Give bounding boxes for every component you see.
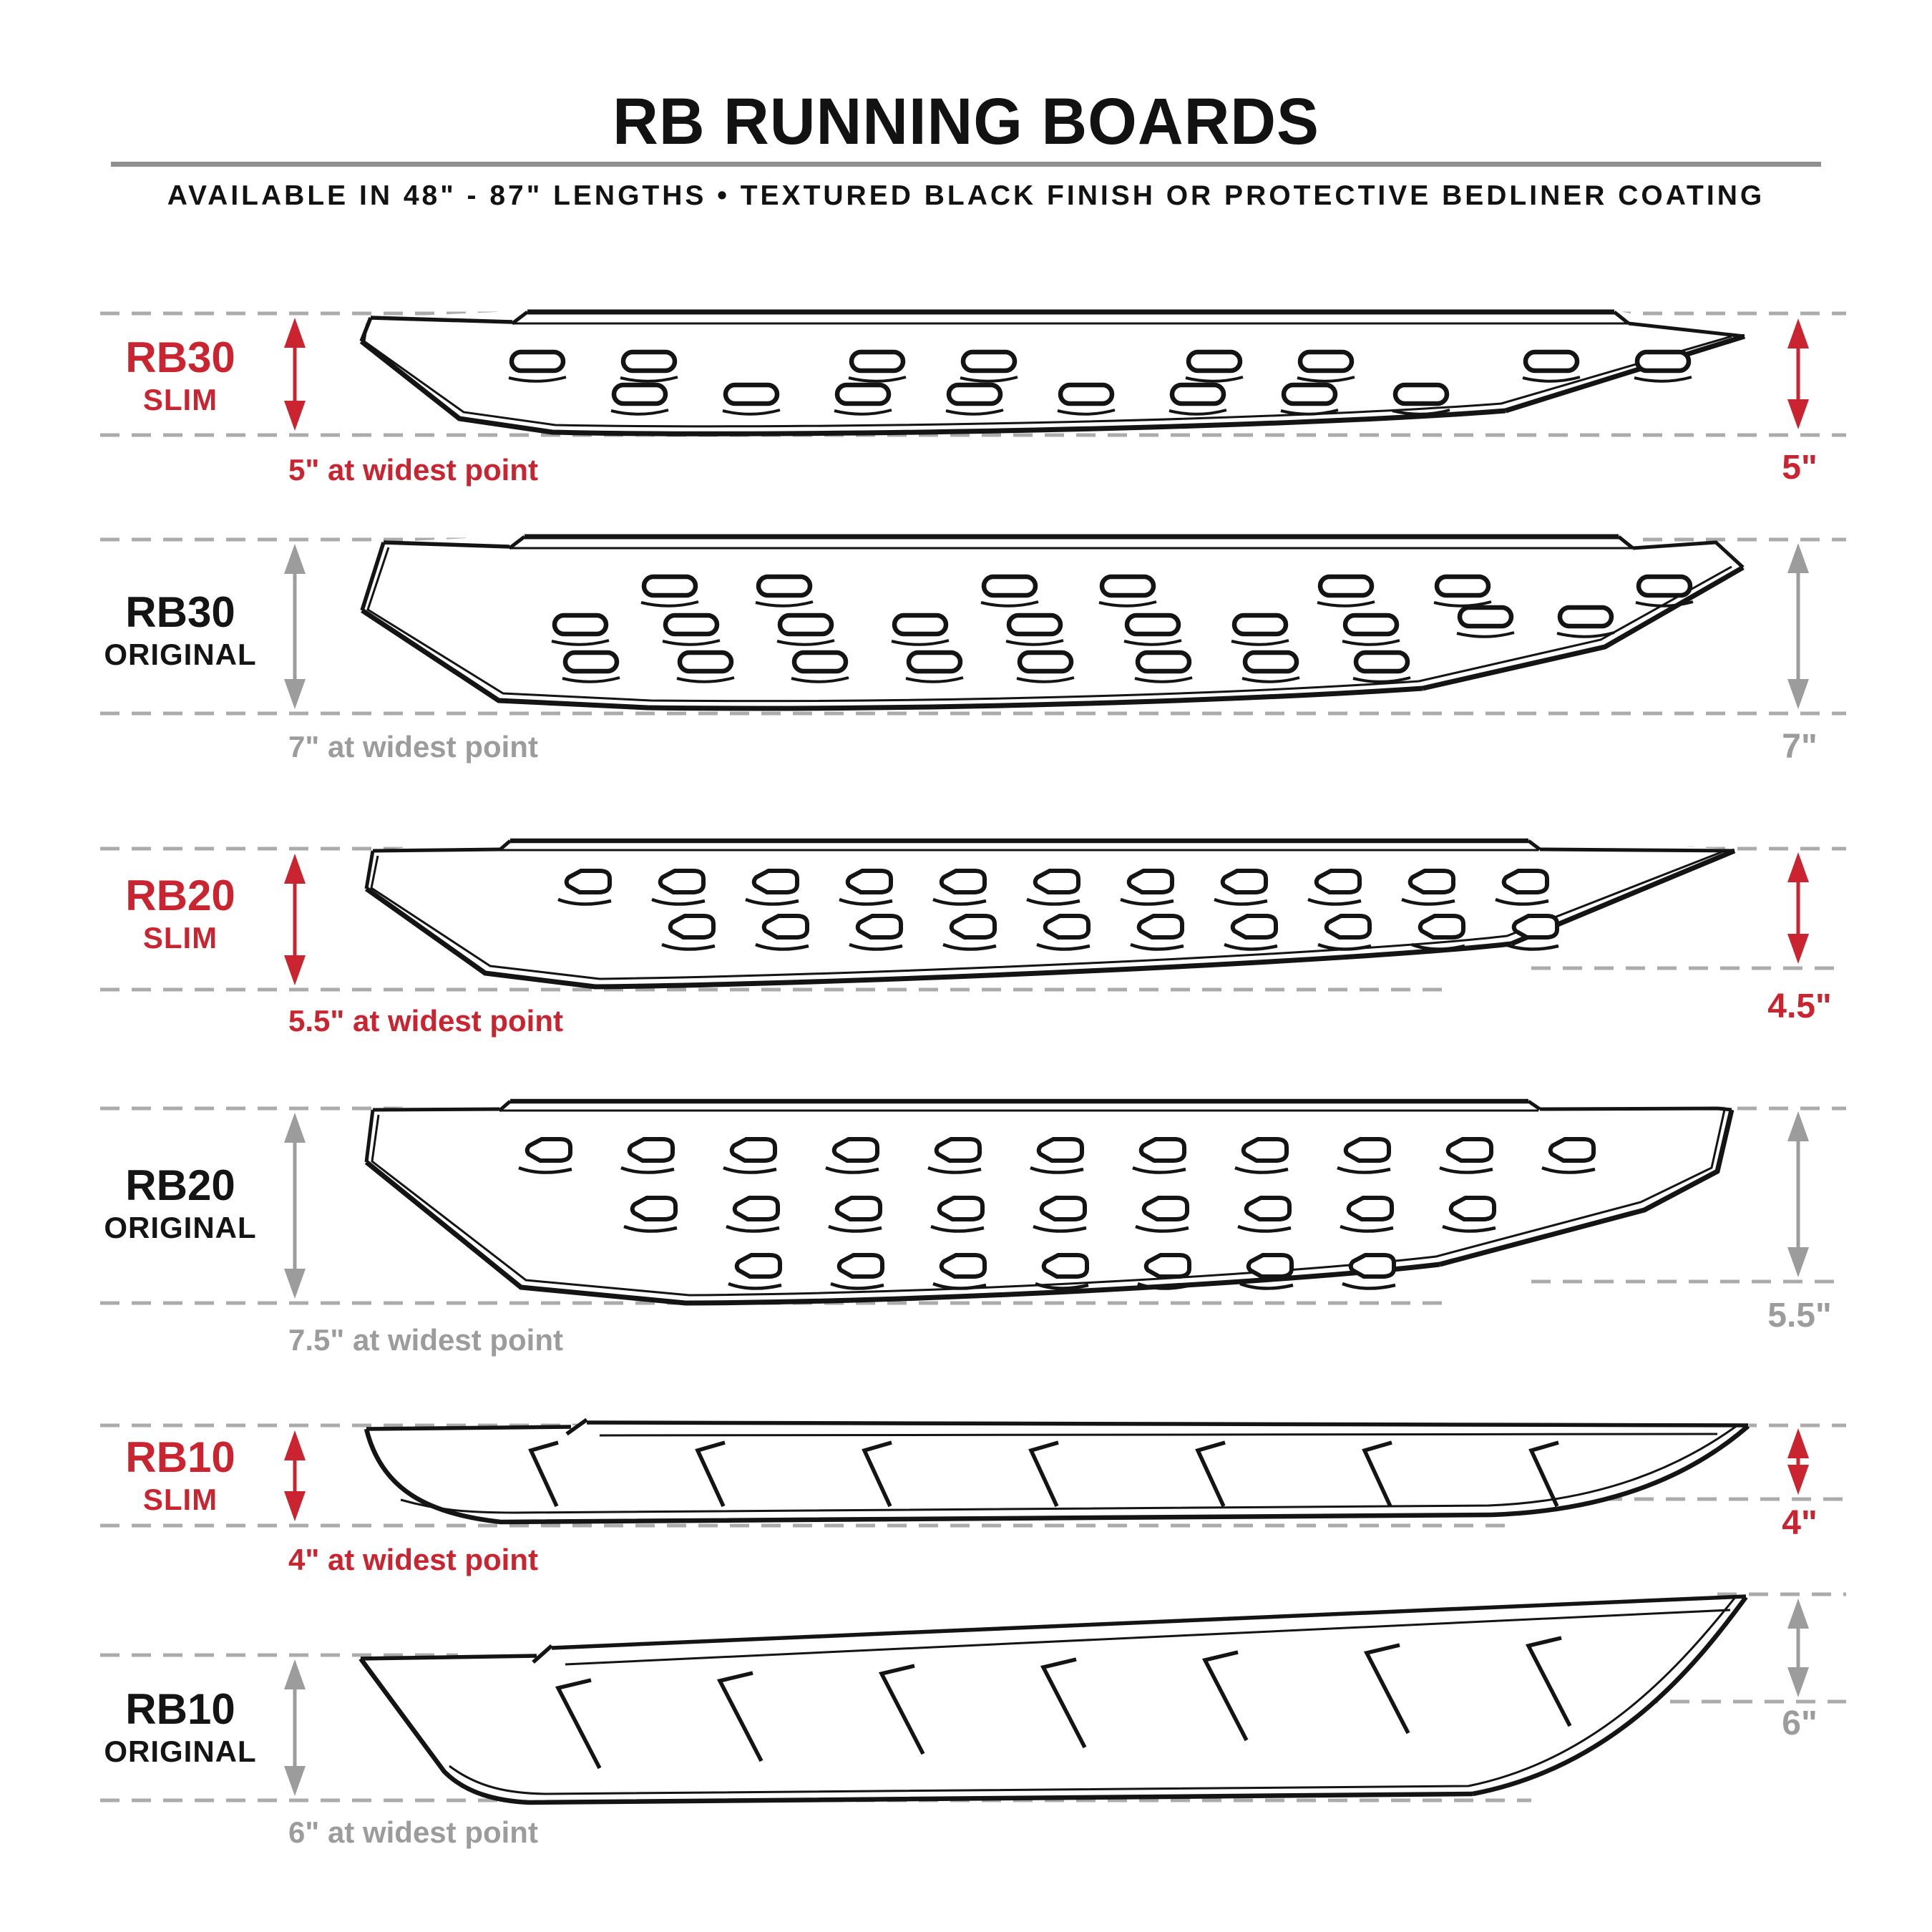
model-variant: ORIGINAL xyxy=(104,638,257,671)
end-width-dimension: 6" xyxy=(1782,1704,1818,1742)
end-width-dimension: 7" xyxy=(1782,728,1818,766)
title-divider xyxy=(111,162,1821,167)
row-rb30-original-label xyxy=(43,588,318,671)
rb30-slim-drawing xyxy=(359,311,1746,436)
row-rb10-slim-label xyxy=(43,1433,318,1516)
widest-point-caption: 7" at widest point xyxy=(288,730,538,763)
row-rb20-original-label xyxy=(43,1161,318,1244)
widest-point-caption: 5.5" at widest point xyxy=(288,1004,563,1038)
model-name: RB30 xyxy=(125,588,235,636)
end-width-dimension: 4" xyxy=(1782,1504,1818,1542)
end-width-dimension: 5.5" xyxy=(1767,1297,1832,1335)
model-variant: SLIM xyxy=(142,921,218,955)
widest-point-caption: 5" at widest point xyxy=(288,453,538,487)
model-variant: SLIM xyxy=(142,1483,218,1516)
model-name: RB10 xyxy=(125,1685,235,1733)
rb20-slim-drawing xyxy=(366,839,1735,987)
model-name: RB30 xyxy=(125,333,235,381)
row-rb10-original-label xyxy=(43,1685,318,1768)
widest-point-caption: 4" at widest point xyxy=(288,1543,538,1576)
page-title: RB RUNNING BOARDS xyxy=(613,85,1319,158)
end-width-dimension: 4.5" xyxy=(1767,987,1832,1025)
row-rb20-slim-label xyxy=(43,874,318,955)
model-name: RB20 xyxy=(125,1161,235,1209)
widest-point-caption: 7.5" at widest point xyxy=(288,1323,563,1357)
widest-point-caption: 6" at widest point xyxy=(288,1815,538,1849)
page-subtitle: AVAILABLE IN 48" - 87" LENGTHS • TEXTURED BLACK FINISH OR PROTECTIVE BEDLINER COATING xyxy=(167,180,1765,211)
row-rb30-slim-label xyxy=(43,333,318,416)
rb10-original-drawing xyxy=(359,1595,1747,1803)
model-variant: ORIGINAL xyxy=(104,1211,257,1244)
model-name: RB10 xyxy=(125,1433,235,1481)
model-variant: SLIM xyxy=(142,383,218,416)
model-name: RB20 xyxy=(125,872,235,919)
end-width-dimension: 5" xyxy=(1782,449,1818,487)
model-variant: ORIGINAL xyxy=(104,1735,257,1768)
